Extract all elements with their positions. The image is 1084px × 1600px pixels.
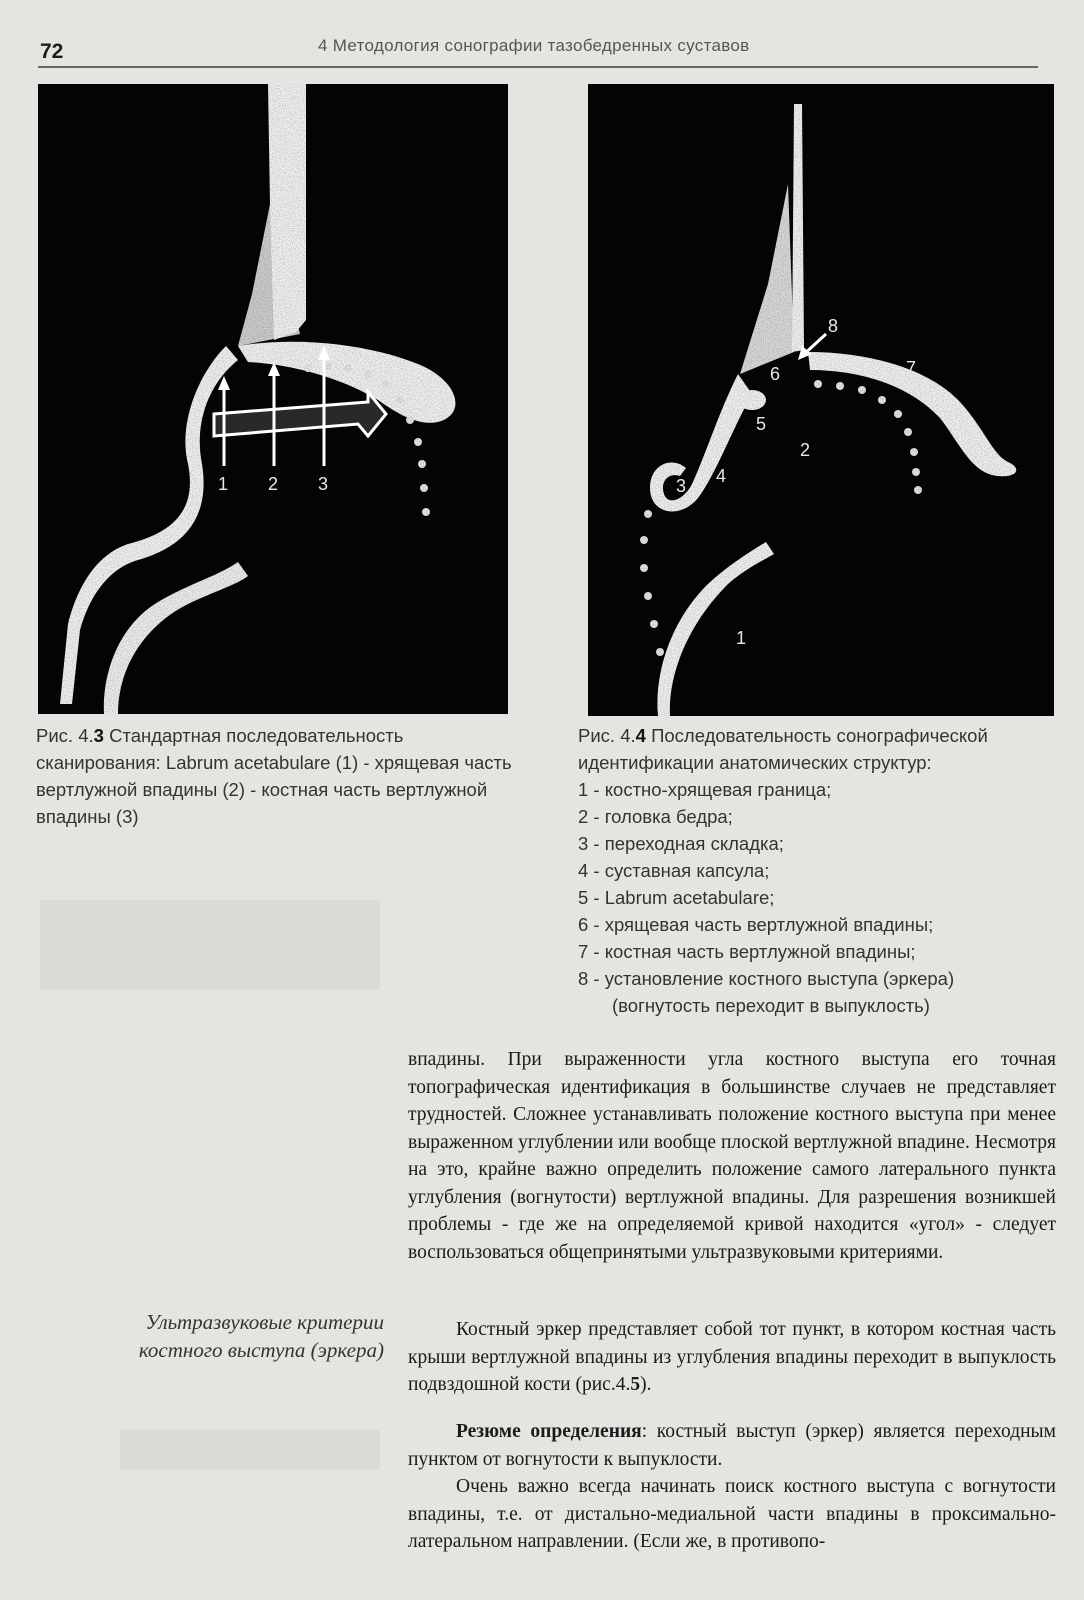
margin-note-line: Ультразвуковые критерии: [145, 1310, 384, 1334]
legend-item: 8 - установление костного выступа (эркера): [578, 968, 955, 989]
page-number: 72: [40, 40, 64, 63]
caption-number: 3: [93, 725, 104, 746]
figure2-label-3: 3: [676, 476, 687, 496]
caption-number: 4: [635, 725, 646, 746]
legend-item: 1 - костно-хрящевая граница;: [578, 779, 832, 800]
legend-item: 7 - костная часть вертлужной впадины;: [578, 941, 916, 962]
figure-reference: 5: [630, 1374, 641, 1395]
figure1-label-3: 3: [318, 474, 329, 494]
figure1-label-2: 2: [268, 474, 279, 494]
figure2-label-6: 6: [770, 364, 781, 384]
body-paragraph: [408, 1316, 1056, 1399]
figure2-label-4: 4: [716, 466, 727, 486]
figure-legend: [578, 776, 1056, 1019]
caption-text: Стандартная последовательность сканирования: Labrum acetabulare (1) - хрящевая часть вертлужной впадины (2) - костная часть вертлужной впадины (3): [36, 725, 512, 827]
figure2-label-5: 5: [756, 414, 767, 434]
margin-note: [40, 1308, 384, 1364]
figure-4-3-caption: [36, 722, 516, 830]
caption-text: Последовательность сонографической идентификации анатомических структур:: [578, 725, 988, 773]
legend-item: 3 - переходная складка;: [578, 833, 784, 854]
figure2-label-1: 1: [736, 628, 747, 648]
summary-heading: Резюме определения: [456, 1421, 642, 1442]
page-header: [38, 36, 1038, 66]
legend-item: 2 - головка бедра;: [578, 806, 733, 827]
caption-prefix: Рис. 4.: [578, 725, 636, 746]
show-through-artifact: [120, 1430, 380, 1470]
figure-4-4-caption: [578, 722, 1056, 1019]
header-rule: [38, 66, 1038, 68]
caption-prefix: Рис. 4.: [36, 725, 94, 746]
margin-note-line: костного выступа (эркера): [138, 1338, 384, 1362]
figure1-label-1: 1: [218, 474, 229, 494]
paragraph-text: Костный эркер представляет собой тот пункт, в котором костная часть крыши вертлужной впадины из углубления впадины переходит в выпуклость подвздошной кости (рис.4.: [408, 1319, 1056, 1395]
legend-item: 5 - Labrum acetabulare;: [578, 887, 775, 908]
figure2-label-2: 2: [800, 440, 811, 460]
paragraph-text-end: ).: [640, 1374, 652, 1395]
paragraph-text: : костный выступ (эркер) является переходным пунктом от вогнутости к выпуклости.: [408, 1421, 1057, 1470]
legend-note: (вогнутость переходит в выпуклость): [612, 995, 930, 1016]
figure2-label-7: 7: [906, 358, 917, 378]
figure-4-3-ultrasound-image: [38, 84, 508, 714]
paragraph-text: Очень важно всегда начинать поиск костного выступа с вогнутости впадины, т.е. от дистально-медиальной части впадины в проксимально-латеральном направлении. (Если же, в противопо-: [408, 1476, 1056, 1552]
show-through-artifact: [40, 900, 380, 990]
paragraph-text: впадины. При выраженности угла костного выступа его точная топографическая идентификация в большинстве случаев не представляет трудностей. Сложнее устанавливать положение костного выступа при менее выраженном углублении или вообще плоской вертлужной впадине. Несмотря на это, крайне важно определить положение самого латерального пункта углубления (вогнутости) вертлужной впадины. Для разрешения возникшей проблемы - где же на определяемой кривой находится «угол» - следует воспользоваться общепринятыми ультразвуковыми критериями.: [408, 1049, 1056, 1263]
legend-item: 6 - хрящевая часть вертлужной впадины;: [578, 914, 934, 935]
running-title: 4 Методология сонографии тазобедренных суставов: [318, 36, 750, 55]
body-paragraph: [408, 1046, 1056, 1266]
legend-item: 4 - суставная капсула;: [578, 860, 770, 881]
figure-4-4-ultrasound-image: [588, 84, 1054, 716]
body-paragraph: [408, 1418, 1056, 1556]
figure2-label-8: 8: [828, 316, 839, 336]
